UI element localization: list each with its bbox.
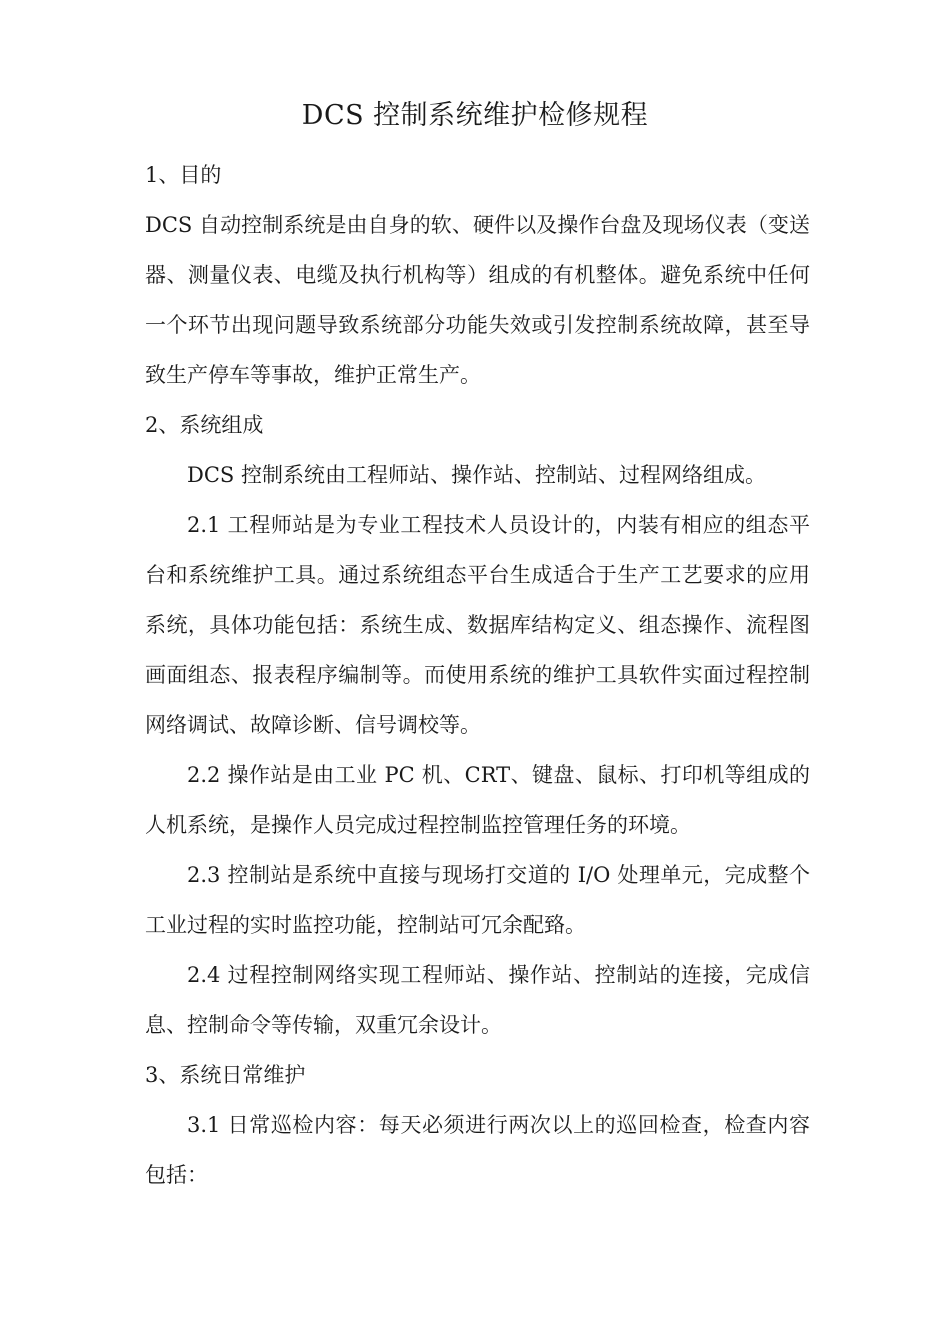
section-2-2-paragraph: 2.2 操作站是由工业 PC 机、CRT、键盘、鼠标、打印机等组成的人机系统，是操作人员完成过程控制监控管理任务的环境。 bbox=[145, 763, 810, 837]
section-1-heading: 1、目的 bbox=[145, 163, 222, 187]
section-2-3-paragraph: 2.3 控制站是系统中直接与现场打交道的 I/O 处理单元，完成整个工业过程的实时监控功能，控制站可冗余配臵。 bbox=[145, 863, 810, 937]
section-2-1-paragraph: 2.1 工程师站是为专业工程技术人员设计的，内装有相应的组态平台和系统维护工具。通过系统组态平台生成适合于生产工艺要求的应用系统，具体功能包括：系统生成、数据库结构定义、组态操作、流程图画面组态、报表程序编制等。而使用系统的维护工具软件实面过程控制网络调试、故障诊断、信号调校等。 bbox=[145, 513, 810, 737]
section-2-4-paragraph: 2.4 过程控制网络实现工程师站、操作站、控制站的连接，完成信息、控制命令等传输，双重冗余设计。 bbox=[145, 963, 810, 1037]
section-3-1-paragraph: 3.1 日常巡检内容：每天必须进行两次以上的巡回检查，检查内容包括： bbox=[145, 1113, 810, 1187]
section-2-heading: 2、系统组成 bbox=[145, 413, 264, 437]
document-title: DCS 控制系统维护检修规程 bbox=[301, 100, 649, 131]
document-body bbox=[145, 150, 810, 1200]
section-1-paragraph: DCS 自动控制系统是由自身的软、硬件以及操作台盘及现场仪表（变送器、测量仪表、电缆及执行机构等）组成的有机整体。避免系统中任何一个环节出现问题导致系统部分功能失效或引发控制系统故障，甚至导致生产停车等事故，维护正常生产。 bbox=[145, 213, 810, 387]
section-3-heading: 3、系统日常维护 bbox=[145, 1063, 306, 1087]
section-2-intro: DCS 控制系统由工程师站、操作站、控制站、过程网络组成。 bbox=[187, 463, 766, 487]
